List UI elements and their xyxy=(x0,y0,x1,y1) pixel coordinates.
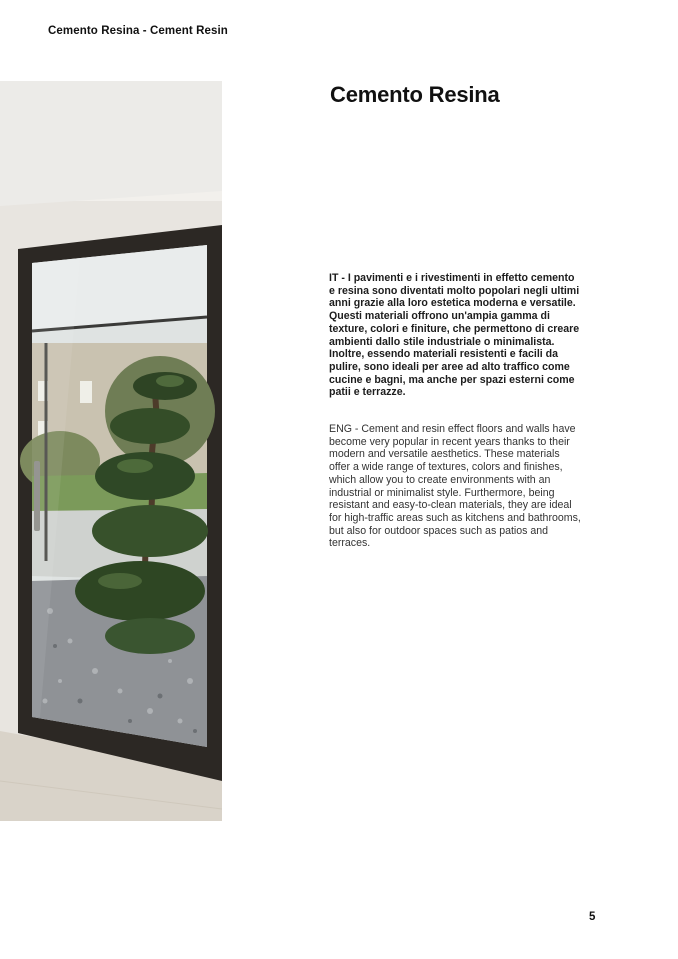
running-header: Cemento Resina - Cement Resin xyxy=(48,25,228,37)
page-title: Cemento Resina xyxy=(330,82,500,107)
body-text-english: ENG - Cement and resin effect floors and walls have become very popular in recent years thanks to their modern and versatile aesthetics. These materials offer a wide range of textures, colors and finishes, which allow you to create environments with an industrial or minimalist style. Furthermore, being resistant and easy-to-clean materials, they are ideal for high-traffic areas such as kitchens and bathrooms, but also for outdoor spaces such as patios and terraces. xyxy=(329,423,581,550)
interior-photo-illustration xyxy=(0,81,222,821)
body-text-italian: IT - I pavimenti e i rivestimenti in effetto cemento e resina sono diventati molto popolari negli ultimi anni grazie alla loro estetica moderna e versatile. Questi materiali offrono un'ampia gamma di texture, colori e finiture, che permettono di creare ambienti dallo stile industriale o minimalista. Inoltre, essendo materiali resistenti e facili da pulire, sono ideali per aree ad alto traffico come cucine e bagni, ma anche per spazi esterni come patii e terrazze. xyxy=(329,272,580,399)
page-number: 5 xyxy=(589,911,596,923)
interior-photo xyxy=(0,81,222,821)
